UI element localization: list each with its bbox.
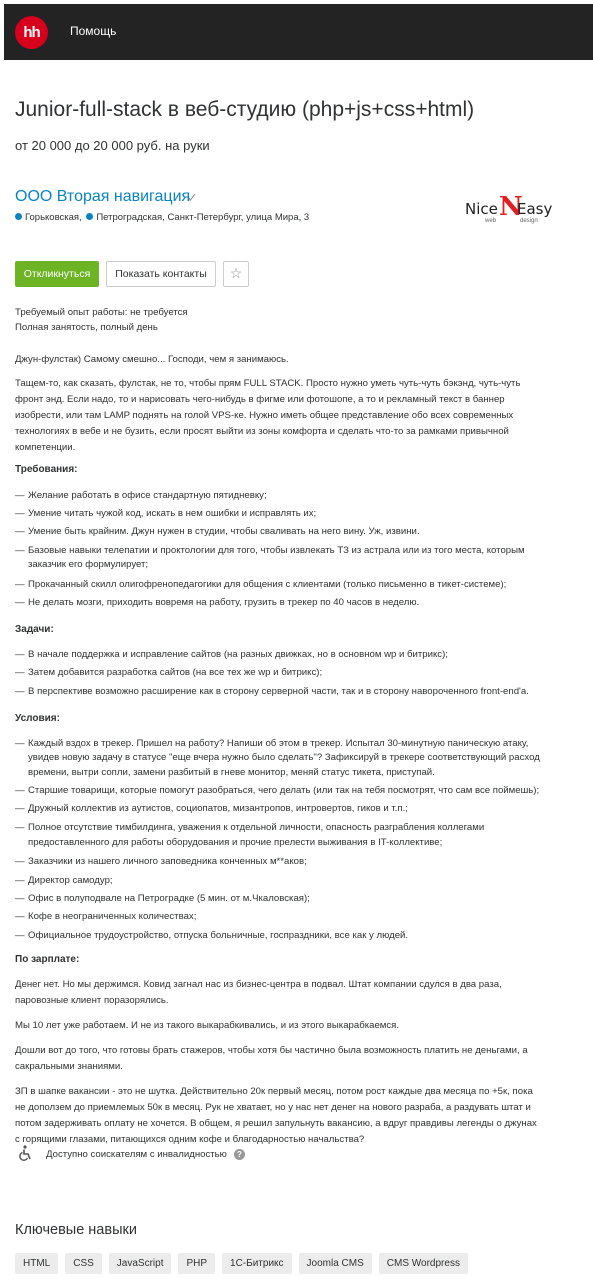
- wheelchair-icon: [17, 1144, 35, 1162]
- favorite-star-button[interactable]: [223, 261, 249, 287]
- skill-tag: Joomla CMS: [299, 1253, 372, 1274]
- list-item: — Заказчики из нашего личного заповедника конченных м**аков;: [15, 854, 575, 870]
- logo-text: N: [499, 192, 523, 222]
- list-item: — В перспективе возможно расширение как в сторону серверной части, так и в сторону навороченного front-end'a.: [15, 684, 575, 700]
- metro-station: Горьковская,: [25, 212, 82, 223]
- salary-paragraph: ЗП в шапке вакансии - это не шутка. Действительно 20к первый месяц, потом рост каждые два месяца по +5к, пока: [15, 1086, 533, 1097]
- list-item: — Базовые навыки телепатии и проктологии для того, чтобы извлекать ТЗ из астрала или из того места, которым: [15, 543, 575, 559]
- conditions-heading: Условия:: [15, 713, 60, 724]
- help-icon[interactable]: ?: [234, 1149, 245, 1160]
- accessibility-text: Доступно соискателям с инвалидностью: [46, 1149, 227, 1160]
- skill-tag: HTML: [15, 1253, 58, 1274]
- list-item-continuation: заказчик его формулирует;: [28, 559, 149, 570]
- company-address: [15, 212, 309, 223]
- list-item: — Не делать мозги, приходить вовремя на работу, грузить в трекер по 40 часов в неделю.: [15, 595, 575, 611]
- logo-text: web: [485, 218, 497, 224]
- description-paragraph: фронт энд. Если надо, то и нарисовать чего-нибудь в фигме или фотошопе, а то и рекламный текст в баннер: [15, 394, 505, 405]
- description-paragraph: компетенции.: [15, 442, 76, 453]
- apply-button[interactable]: Откликнуться: [15, 261, 99, 287]
- salary-heading: По зарплате:: [15, 954, 80, 965]
- list-item: — Старшие товарищи, которые помогут разобраться, чего делать (или так на тебя посмотрят, что сам все поймешь);: [15, 783, 575, 799]
- logo-text: Nice: [465, 200, 498, 218]
- company-name-link[interactable]: ООО Вторая навигация: [15, 188, 191, 205]
- company-logo[interactable]: [465, 192, 553, 230]
- salary-paragraph: паровозные клиент поразорялись.: [15, 995, 169, 1006]
- tasks-heading: Задачи:: [15, 624, 54, 635]
- address-text: Петроградская, Санкт-Петербург, улица Мира, 3: [96, 212, 310, 223]
- show-contacts-button[interactable]: Показать контакты: [106, 261, 216, 287]
- skill-tag: CMS Wordpress: [379, 1253, 468, 1274]
- logo-text: Easy: [517, 200, 553, 218]
- description-paragraph: технологиях в вебе и не бузить, если просят выйти из зоны комфорта и сделать что-то за рамками привычной: [15, 426, 509, 437]
- skill-tag: PHP: [178, 1253, 215, 1274]
- skill-tag: 1С-Битрикс: [222, 1253, 291, 1274]
- list-item: — Прокачанный скилл олигофренопедагогики для общения с клиентами (только письменно в тикет-системе);: [15, 577, 575, 593]
- checkmark-icon: ✓: [187, 190, 198, 205]
- salary-paragraph: с горящими глазами, питающихся одним кофе и благодарностью начальства?: [15, 1134, 365, 1145]
- requirements-heading: Требования:: [15, 464, 78, 475]
- list-item: — Желание работать в офисе стандартную пятидневку;: [15, 488, 575, 504]
- salary-paragraph: потом задерживать оплату не хочется. В общем, я решил запульнуть вакансию, а вдруг правдивы легенды о джунах: [15, 1118, 537, 1129]
- salary-paragraph: Денег нет. Но мы держимся. Ковид загнал нас из бизнес-центра в подвал. Штат компании сдулся в два раза,: [15, 979, 502, 990]
- list-item: — Полное отсутствие тимбилдинга, уважения к отдельной личности, опасность разграбления коллегами: [15, 820, 575, 836]
- hh-logo[interactable]: hh: [15, 16, 48, 49]
- skill-tag: JavaScript: [109, 1253, 172, 1274]
- list-item-continuation: времени, вытри сопли, замени разбитый в гневе монитор, меняй статус тикета, приступай.: [28, 767, 435, 778]
- help-link[interactable]: Помощь: [70, 24, 117, 38]
- list-item-continuation: предоставленного для работы оборудования и прочие прелести выживания в IT-коллективе;: [28, 837, 443, 848]
- employment-text: Полная занятость, полный день: [15, 322, 158, 333]
- vacancy-title: Junior-full-stack в веб-студию (php+js+css+html): [15, 98, 475, 121]
- description-paragraph: Тащем-то, как сказать, фулстак, не то, чтобы прям FULL STACK. Просто нужно уметь чуть-чуть бэкэнд, чуть-чуть: [15, 378, 521, 389]
- list-item: — Директор самодур;: [15, 873, 575, 889]
- salary-paragraph: Мы 10 лет уже работаем. И не из такого выкарабкивались, и из этого выкарабкаемся.: [15, 1020, 400, 1031]
- skill-tag: CSS: [65, 1253, 102, 1274]
- list-item-continuation: увидев новую задачу в статусе "еще вчера нужно было сделать"? Зафиксируй в трекере соответствующий расход: [28, 752, 540, 763]
- vacancy-salary: от 20 000 до 20 000 руб. на руки: [15, 138, 210, 153]
- list-item: — Официальное трудоустройство, отпуска больничные, госпраздники, все как у людей.: [15, 928, 575, 944]
- list-item: — Кофе в неограниченных количествах;: [15, 909, 575, 925]
- star-icon: ☆: [229, 265, 243, 281]
- salary-paragraph: Дошли вот до того, что готовы брать стажеров, чтобы хотя бы частично была возможность платить не деньгами, а: [15, 1045, 528, 1056]
- list-item: — Умение быть крайним. Джун нужен в студии, чтобы сваливать на него вину. Уж, извини.: [15, 524, 575, 540]
- list-item: — Умение читать чужой код, искать в нем ошибки и исправлять их;: [15, 506, 575, 522]
- metro-icon: [15, 213, 22, 220]
- list-item: — Затем добавится разработка сайтов (на все тех же wp и битрикс);: [15, 665, 575, 681]
- logo-text: design: [520, 218, 538, 224]
- list-item: — В начале поддержка и исправление сайтов (на разных движках, но в основном wp и битрикс);: [15, 647, 575, 663]
- list-item: — Дружный коллектив из аутистов, социопатов, мизантропов, интровертов, гиков и т.п.;: [15, 801, 575, 817]
- metro-icon: [86, 213, 93, 220]
- skills-tags: [15, 1253, 468, 1274]
- list-item: — Каждый вздох в трекер. Пришел на работу? Напиши об этом в трекер. Испытал 30-минутную паническую атаку,: [15, 736, 575, 752]
- experience-text: Требуемый опыт работы: не требуется: [15, 307, 188, 318]
- skills-heading: Ключевые навыки: [15, 1222, 137, 1238]
- description-paragraph: изобрести, или там LAMP поднять на голой VPS-ке. Нужно иметь общее представление обо всех современных: [15, 410, 514, 421]
- list-item: — Офис в полуподвале на Петроградке (5 мин. от м.Чкаловская);: [15, 891, 575, 907]
- salary-paragraph: сакральными знаниями.: [15, 1061, 123, 1072]
- salary-paragraph: не доползем до приемлемых 50к в месяц. Рук не хватает, но у нас нет денег на нового разраба, а раздувать штат и: [15, 1102, 531, 1113]
- description-intro: Джун-фулстак) Самому смешно... Господи, чем я занимаюсь.: [15, 354, 289, 365]
- top-bar: [4, 4, 593, 60]
